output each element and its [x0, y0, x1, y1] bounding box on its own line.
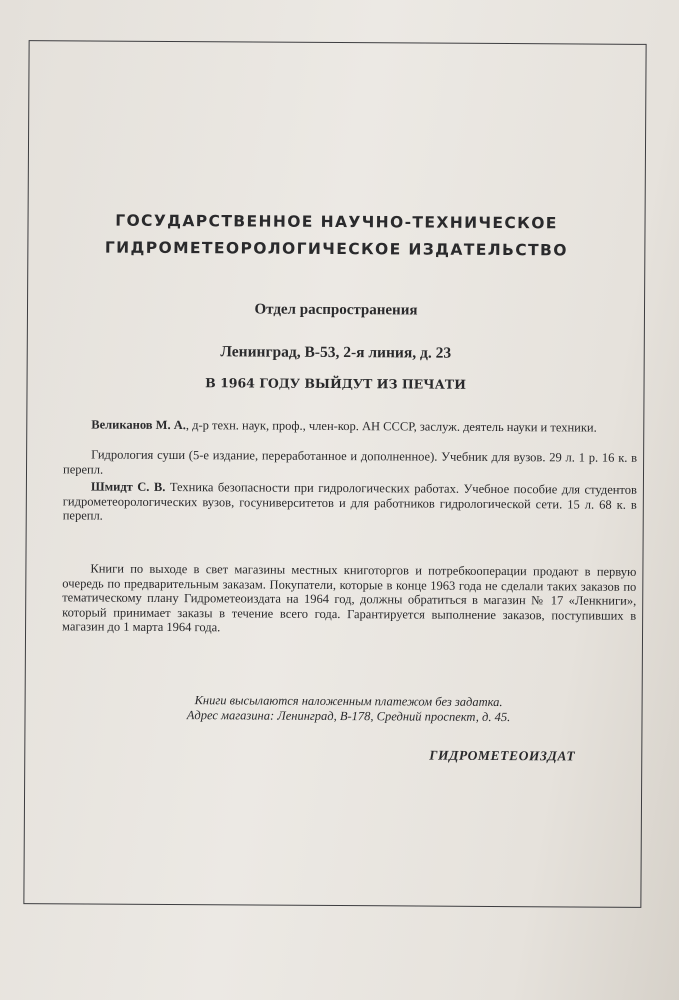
order-notice: Книги по выходе в свет магазины местных книготоргов и потребкооперации продают в первую очередь по предварительным заказам. Покупатели, которые в конце 1963 года не сделали таких заказов по тематическому плану Гидрометеоиздата на 1964 год, должны обратиться в магазин № 17 «Ленкниги», который принимает заказы в течение всего года. Гарантируется выполнение заказов, поступивших в магазин до 1 марта 1964 года. — [62, 561, 637, 635]
shipping-note: Книги высылаются наложенным платежом без задатка. — [194, 693, 503, 710]
book-entry — [63, 417, 637, 435]
publisher-line-1: ГОСУДАРСТВЕННОЕ НАУЧНО-ТЕХНИЧЕСКОЕ — [115, 211, 558, 233]
book-author: Шмидт С. В. — [90, 479, 166, 494]
book-author: Великанов М. А. — [91, 417, 186, 433]
publisher-line-2: ГИДРОМЕТЕОРОЛОГИЧЕСКОЕ ИЗДАТЕЛЬСТВО — [104, 238, 568, 260]
shop-address: Адрес магазина: Ленинград, В-178, Средний проспект, д. 45. — [186, 708, 511, 725]
publisher-signature: ГИДРОМЕТЕОИЗДАТ — [429, 747, 576, 764]
book-description: Гидрология суши (5-е издание, переработанное и дополненное). Учебник для вузов. 29 л. 1 р. 16 к. в перепл. — [62, 447, 638, 477]
address-heading: Ленинград, В-53, 2-я линия, д. 23 — [220, 343, 452, 362]
department-heading: Отдел распространения — [254, 301, 418, 319]
book-entry — [63, 479, 637, 526]
page-frame — [23, 40, 646, 908]
book-author-info: , д-р техн. наук, проф., член-кор. АН СССР, заслуж. деятель науки и техники. — [185, 418, 597, 435]
book-description: Техника безопасности при гидрологических работах. Учебное пособие для студентов гидрометеорологических вузов, госуниверситетов и для работников гидрологической сети. 15 л. 68 к. в перепл. — [62, 479, 637, 523]
announcement-heading: В 1964 ГОДУ ВЫЙДУТ ИЗ ПЕЧАТИ — [205, 375, 466, 392]
